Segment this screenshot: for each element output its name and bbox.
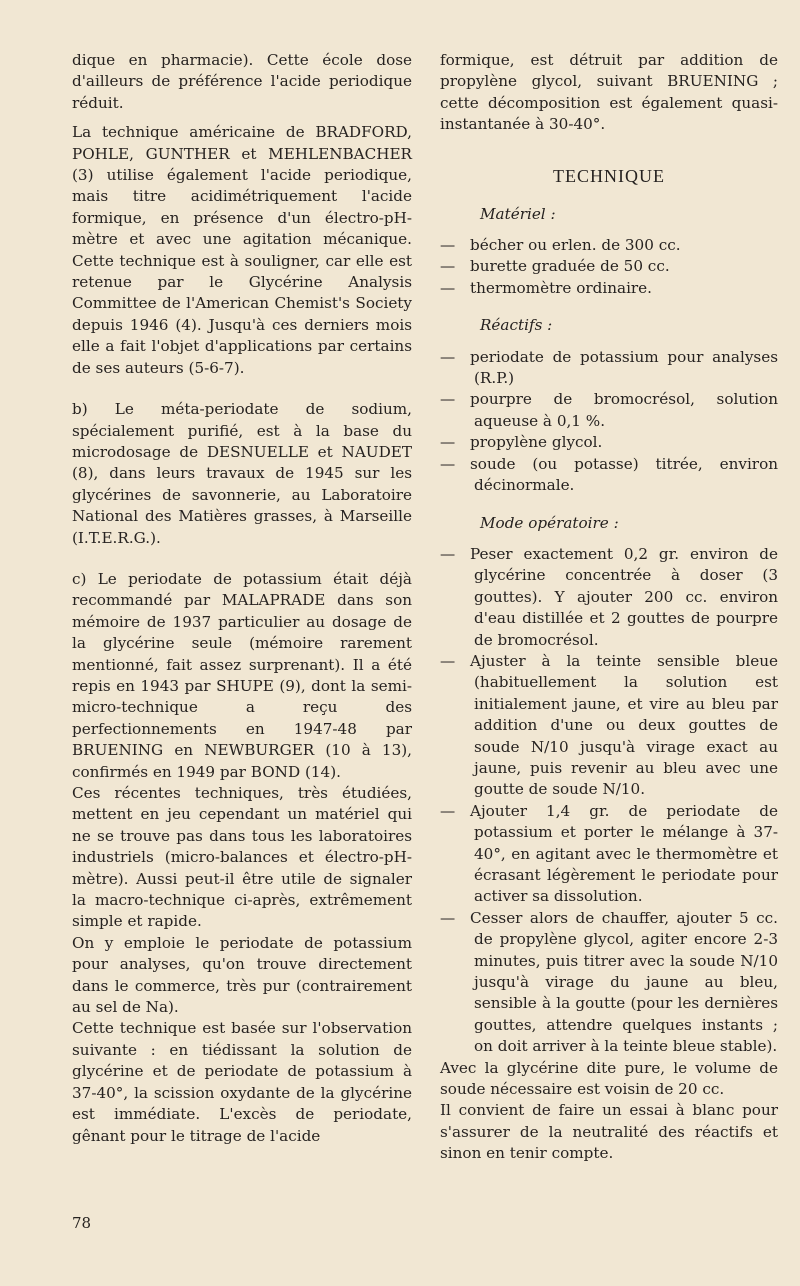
right-column xyxy=(440,50,778,1165)
spacer xyxy=(440,136,778,164)
list-item xyxy=(440,389,778,432)
spacer xyxy=(440,188,778,204)
materiel-list xyxy=(440,235,778,299)
list-item xyxy=(440,544,778,651)
list-item xyxy=(440,347,778,390)
dash-mark: — xyxy=(440,651,456,670)
list-item-text: bécher ou erlen. de 300 cc. xyxy=(470,236,681,255)
dash-mark: — xyxy=(440,390,456,409)
spacer xyxy=(440,337,778,347)
list-item-text: Ajuster à la teinte sensible bleue (habituellement la solution est initialement jaune, et vire au bleu par addition d'une ou deux gouttes de soude N/10 jusqu'à virage exact au jaune, puis revenir au bleu avec une goutte de soude N/10. xyxy=(470,651,778,799)
spacer xyxy=(72,114,412,122)
mode-operatoire-list xyxy=(440,544,778,1058)
paragraph-observation: Cette technique est basée sur l'observation suivante : en tiédissant la solution de glycérine et de periodate de potassium à 37-40°, la scission oxydante de la glycérine est immédiate. L'excès de periodate, gênant pour le titrage de l'acide xyxy=(72,1019,412,1145)
dash-mark: — xyxy=(440,433,456,452)
spacer xyxy=(440,534,778,544)
spacer xyxy=(440,225,778,235)
paragraph-c-periodate-potassium: c) Le periodate de potassium était déjà recommandé par MALAPRADE dans son mémoire de 1937 particulier au dosage de la glycérine seule (mémoire rarement mentionné, fait assez surprenant). Il a été repis en 1943 par SHUPE (9), dont la semi-micro-technique a reçu des perfectionnements en 1947-48 par BRUENING en NEWBURGER (10 à 13), confirmés en 1949 par BOND (14). xyxy=(72,569,412,781)
spacer xyxy=(440,299,778,315)
list-item-text: pourpre de bromocrésol, solution aqueuse à 0,1 %. xyxy=(470,390,778,430)
spacer xyxy=(72,379,412,399)
list-item-text: Peser exactement 0,2 gr. environ de glycérine concentrée à doser (3 gouttes). Y ajouter 200 cc. environ d'eau distillée et 2 gouttes de pourpre de bromocrésol. xyxy=(470,544,778,649)
reactifs-heading: Réactifs : xyxy=(480,316,553,335)
dash-mark: — xyxy=(440,347,456,366)
dash-mark: — xyxy=(440,801,456,820)
spacer xyxy=(440,497,778,513)
list-item xyxy=(440,235,778,256)
materiel-heading: Matériel : xyxy=(480,204,556,223)
spacer xyxy=(72,549,412,569)
dash-mark: — xyxy=(440,257,456,276)
list-item-text: propylène glycol. xyxy=(470,433,603,452)
paragraph-bradford: La technique américaine de BRADFORD, POHLE, GUNTHER et MEHLENBACHER (3) utilise également l'acide periodique, mais titre acidimétriquement l'acide formique, en présence d'un électro-pH-mètre et avec une agitation mécanique. Cette technique est à souligner, car elle est retenue par le Glycérine Analysis Committee de l'American Chemist's Society depuis 1946 (4). Jusqu'à ces derniers mois elle a fait l'objet d'applications par certains de ses auteurs (5-6-7). xyxy=(72,123,412,377)
dash-mark: — xyxy=(440,278,456,297)
list-item-text: burette graduée de 50 cc. xyxy=(470,257,670,276)
dash-mark: — xyxy=(440,544,456,563)
left-column xyxy=(72,50,412,1147)
list-item-text: Cesser alors de chauffer, ajouter 5 cc. de propylène glycol, agiter encore 2-3 minutes, puis titrer avec la soude N/10 jusqu'à virage du jaune au bleu, sensible à la goutte (pour les dernières gouttes, attendre quelques instants ; on doit arriver à la teinte bleue stable). xyxy=(470,908,778,1056)
paragraph-essai-blanc: Il convient de faire un essai à blanc pour s'assurer de la neutralité des réactifs et sinon en tenir compte. xyxy=(440,1101,778,1163)
list-item xyxy=(440,278,778,299)
list-item xyxy=(440,432,778,453)
list-item-text: Ajouter 1,4 gr. de periodate de potassium et porter le mélange à 37-40°, en agitant avec le thermomètre et écrasant légèrement le periodate pour activer sa dissolution. xyxy=(470,801,778,906)
list-item-text: thermomètre ordinaire. xyxy=(470,278,652,297)
paragraph-b-meta-periodate: b) Le méta-periodate de sodium, spécialement purifié, est à la base du microdosage de DESNUELLE et NAUDET (8), dans leurs travaux de 1945 sur les glycérines de savonnerie, au Laboratoire National des Matières grasses, à Marseille (I.T.E.R.G.). xyxy=(72,400,412,547)
dash-mark: — xyxy=(440,454,456,473)
paragraph-recent-techniques: Ces récentes techniques, très étudiées, mettent en jeu cependant un matériel qui ne se trouve pas dans tous les laboratoires industriels (micro-balances et électro-pH-mètre). Aussi peut-il être utile de signaler la macro-technique ci-après, extrêmement simple et rapide. xyxy=(72,784,412,931)
list-item xyxy=(440,651,778,801)
reactifs-list xyxy=(440,347,778,497)
paragraph-intro: dique en pharmacie). Cette école dose d'ailleurs de préférence l'acide periodique réduit. xyxy=(72,51,412,112)
dash-mark: — xyxy=(440,908,456,927)
list-item xyxy=(440,256,778,277)
list-item xyxy=(440,454,778,497)
mode-operatoire-heading: Mode opératoire : xyxy=(480,513,619,532)
dash-mark: — xyxy=(440,236,456,255)
list-item-text: periodate de potassium pour analyses (R.P.) xyxy=(470,347,778,388)
paragraph-formique: formique, est détruit par addition de propylène glycol, suivant BRUENING ; cette décomposition est également quasi-instantanée à 30-40°. xyxy=(440,51,778,134)
section-title-technique: TECHNIQUE xyxy=(553,165,665,186)
page-number: 78 xyxy=(72,1214,92,1232)
list-item xyxy=(440,908,778,1058)
paragraph-volume-soude: Avec la glycérine dite pure, le volume de soude nécessaire est voisin de 20 cc. xyxy=(440,1058,778,1099)
list-item-text: soude (ou potasse) titrée, environ décinormale. xyxy=(470,454,778,495)
list-item xyxy=(440,801,778,908)
paragraph-potassium-use: On y emploie le periodate de potassium pour analyses, qu'on trouve directement dans le commerce, très pur (contrairement au sel de Na). xyxy=(72,933,412,1017)
